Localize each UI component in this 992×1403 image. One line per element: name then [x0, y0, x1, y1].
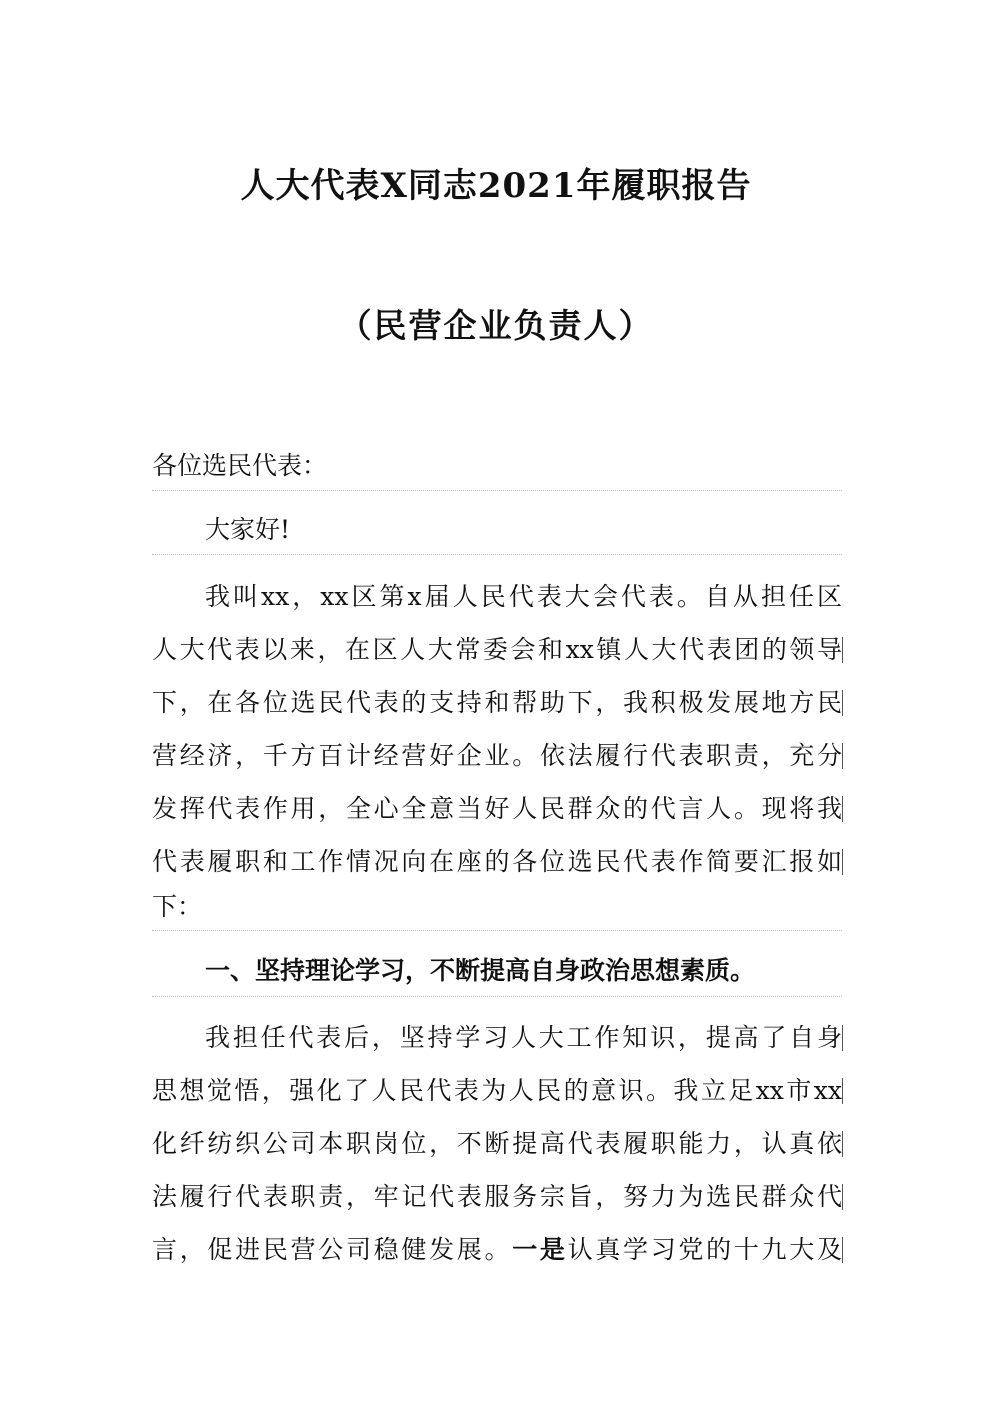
line-divider: [152, 996, 842, 997]
margin-bar: [842, 796, 843, 822]
paragraph-line: 我担任代表后，坚持学习人大工作知识，提高了自身: [205, 1023, 842, 1052]
document-subtitle: （民营企业负责人）: [338, 306, 654, 345]
greeting: 大家好!: [205, 515, 291, 544]
paragraph-line: 化纤纺织公司本职岗位，不断提高代表履职能力，认真依: [152, 1129, 842, 1158]
line-divider: [152, 930, 842, 931]
margin-bar: [842, 849, 843, 875]
margin-bar: [842, 637, 843, 663]
line-divider: [152, 490, 842, 491]
paragraph-line: 营经济，千方百计经营好企业。依法履行代表职责，充分: [152, 741, 842, 770]
section-heading: 一、坚持理论学习，不断提高自身政治思想素质。: [205, 956, 756, 985]
margin-bar: [842, 1131, 843, 1157]
paragraph-line: 发挥代表作用，全心全意当好人民群众的代言人。现将我: [152, 794, 842, 823]
text-run: 认真学习党的十九大及: [567, 1235, 842, 1264]
line-divider: [152, 554, 842, 555]
paragraph-line: 思想觉悟，强化了人民代表为人民的意识。我立足xx市xx: [152, 1076, 842, 1105]
paragraph-line: [152, 1230, 842, 1270]
margin-bar: [842, 1237, 843, 1263]
document-title: 人大代表X同志2021年履职报告: [240, 166, 752, 206]
paragraph-line: 下，在各位选民代表的支持和帮助下，我积极发展地方民: [152, 688, 842, 717]
margin-bar: [842, 743, 843, 769]
emphasis-text: 一是: [512, 1235, 568, 1264]
text-run: 言，促进民营公司稳健发展。: [152, 1235, 513, 1264]
margin-bar: [842, 1078, 843, 1104]
margin-bar: [842, 1025, 843, 1051]
paragraph-line: 人大代表以来，在区人大常委会和xx镇人大代表团的领导: [152, 635, 842, 664]
salutation: 各位选民代表：: [152, 451, 328, 480]
paragraph-line: 我叫xx，xx区第x届人民代表大会代表。自从担任区: [205, 582, 842, 611]
margin-bar: [842, 690, 843, 716]
paragraph-line: 代表履职和工作情况向在座的各位选民代表作简要汇报如: [152, 847, 842, 876]
margin-bar: [842, 1184, 843, 1210]
paragraph-line: 法履行代表职责，牢记代表服务宗旨，努力为选民群众代: [152, 1182, 842, 1211]
paragraph-line: 下：: [152, 892, 203, 921]
